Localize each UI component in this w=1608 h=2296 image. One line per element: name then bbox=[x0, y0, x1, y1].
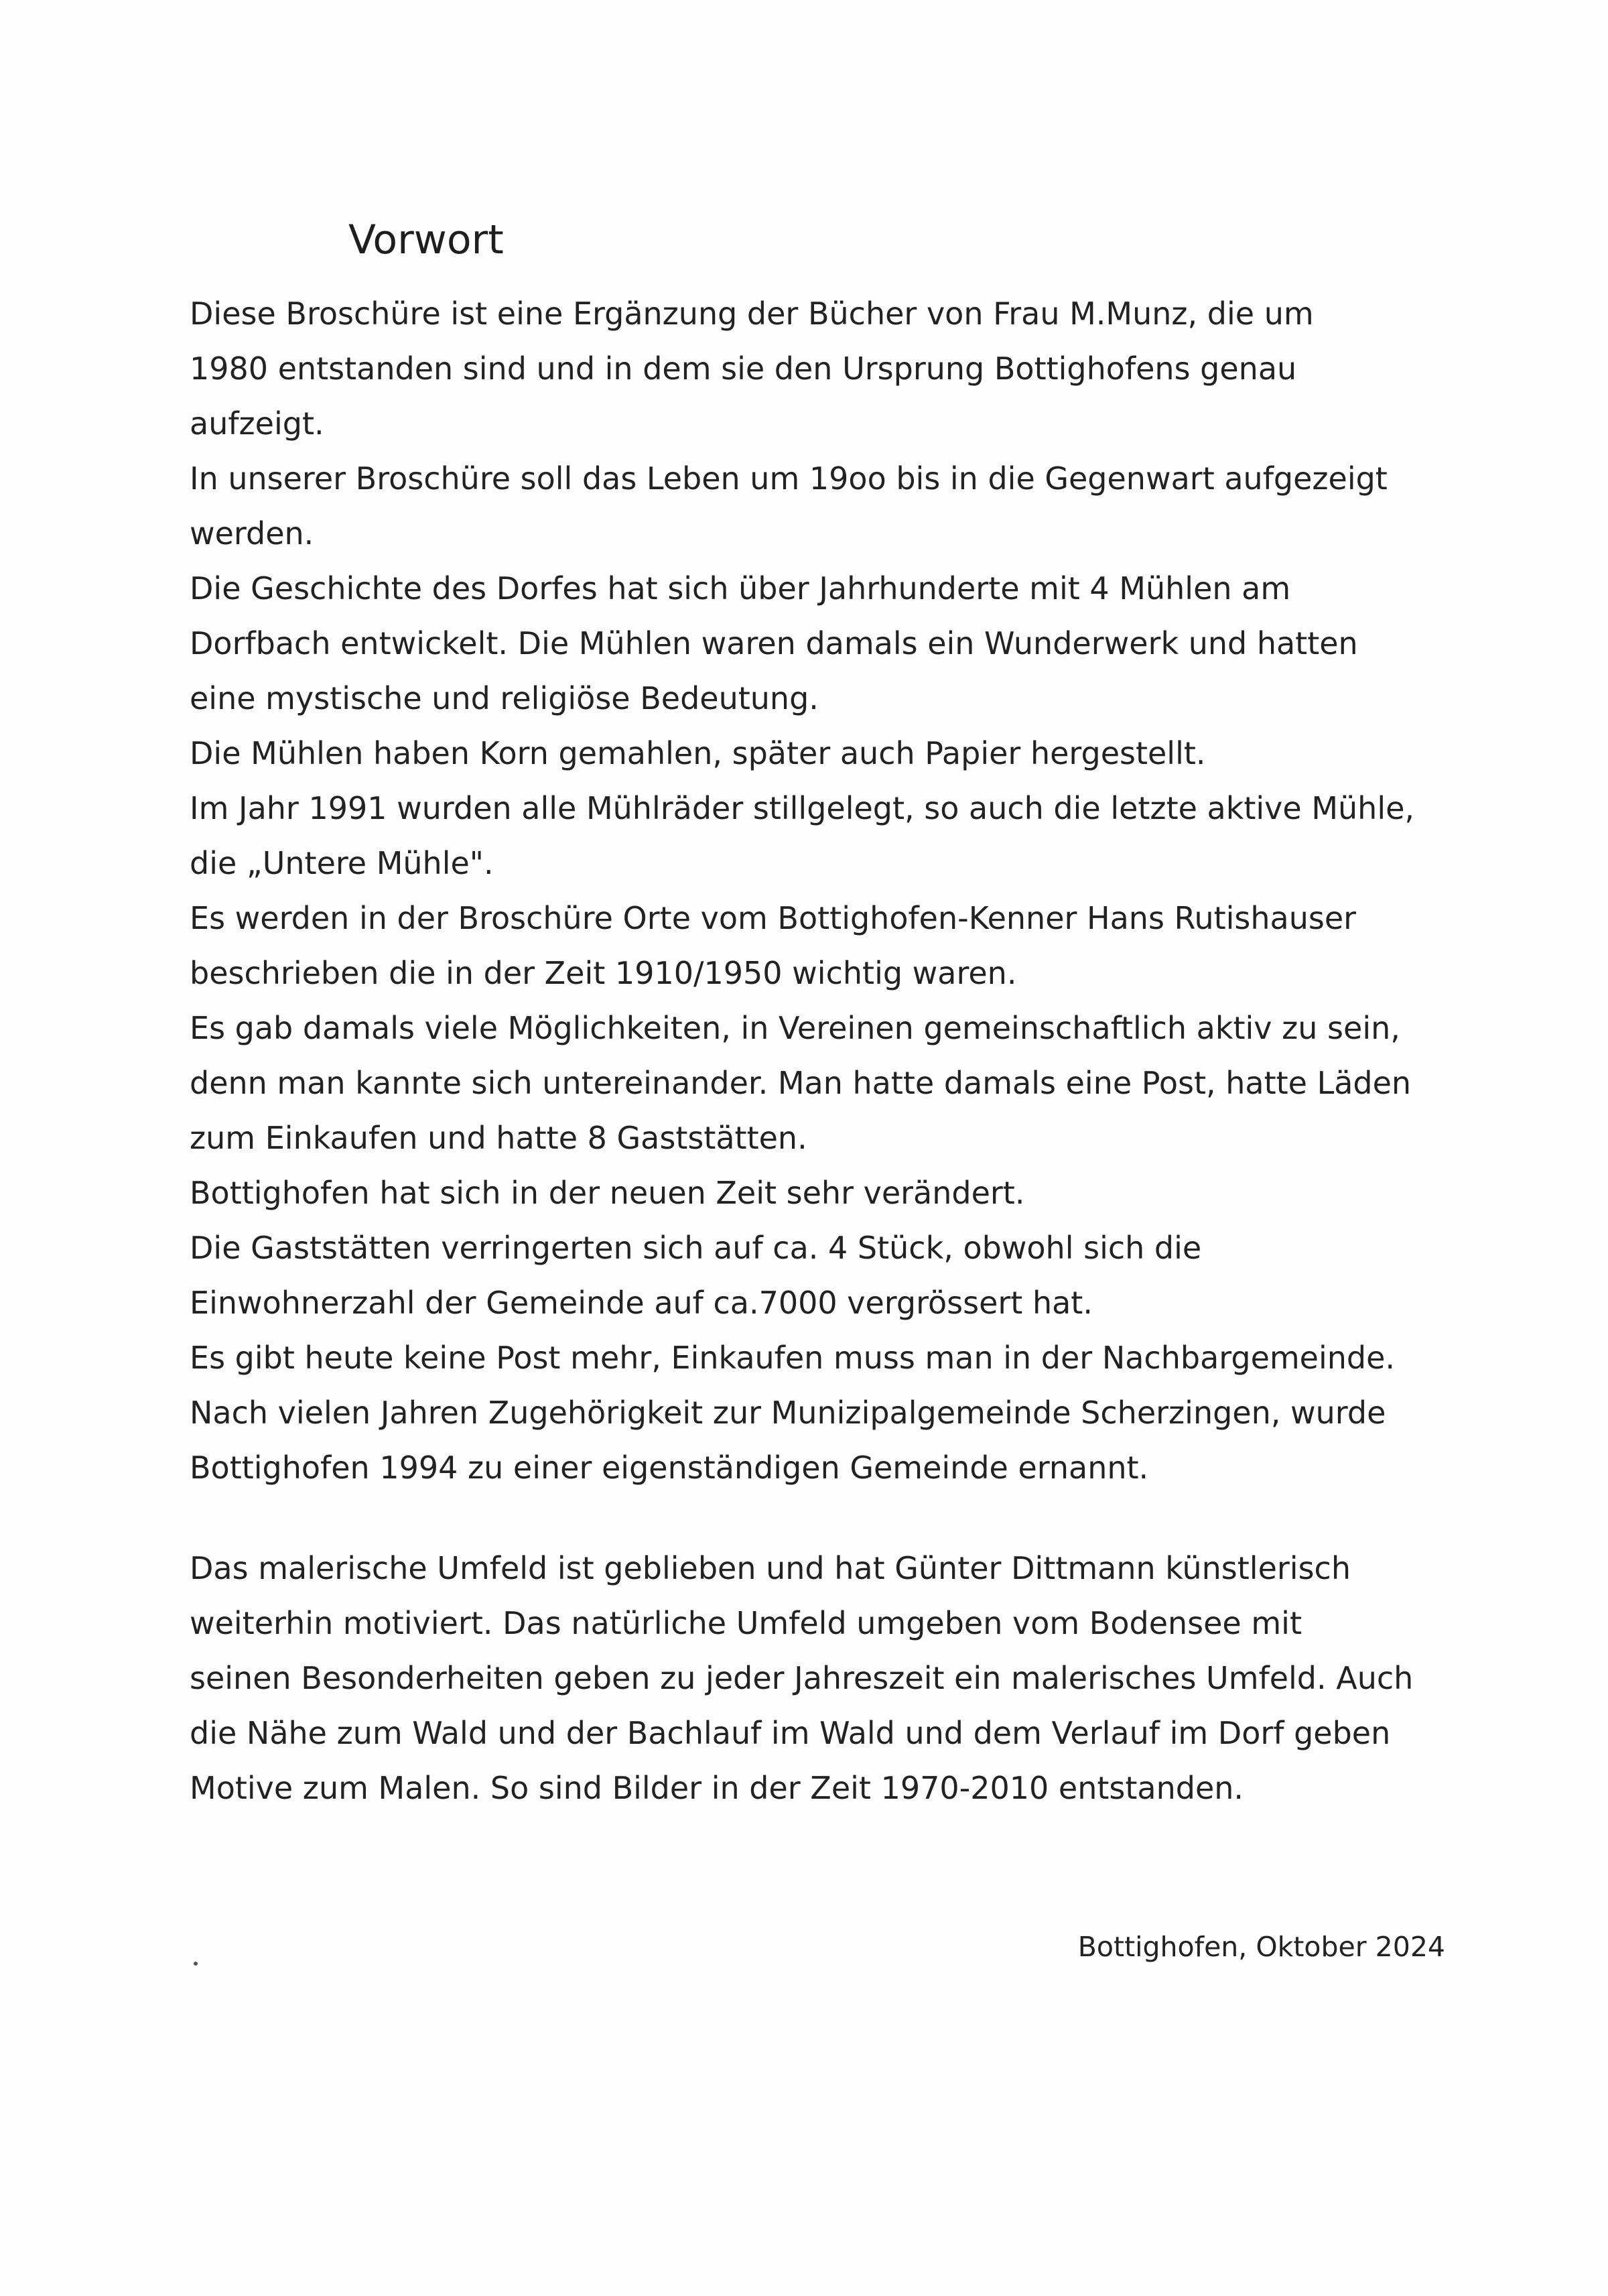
text-line: seinen Besonderheiten geben zu jeder Jahreszeit ein malerisches Umfeld. Auch bbox=[190, 1660, 1414, 1696]
text-line: Nach vielen Jahren Zugehörigkeit zur Munizipalgemeinde Scherzingen, wurde bbox=[190, 1395, 1386, 1431]
text-line: die „Untere Mühle". bbox=[190, 845, 494, 881]
place-date-signature: Bottighofen, Oktober 2024 bbox=[1077, 1931, 1445, 1963]
paragraph-art bbox=[190, 1541, 1503, 1815]
page-title: Vorwort bbox=[348, 216, 504, 263]
scan-speck bbox=[194, 1962, 198, 1966]
text-line: Die Mühlen haben Korn gemahlen, später auch Papier hergestellt. bbox=[190, 735, 1206, 771]
text-line: Es werden in der Broschüre Orte vom Bottighofen-Kenner Hans Rutishauser bbox=[190, 900, 1357, 936]
paragraph-history bbox=[190, 286, 1503, 1495]
text-line: 1980 entstanden sind und in dem sie den Ursprung Bottighofens genau bbox=[190, 350, 1297, 387]
text-line: Das malerische Umfeld ist geblieben und hat Günter Dittmann künstlerisch bbox=[190, 1550, 1351, 1586]
text-line: Es gab damals viele Möglichkeiten, in Vereinen gemeinschaftlich aktiv zu sein, bbox=[190, 1010, 1400, 1046]
text-line: werden. bbox=[190, 515, 314, 552]
text-line: weiterhin motiviert. Das natürliche Umfeld umgeben vom Bodensee mit bbox=[190, 1605, 1302, 1641]
text-line: Im Jahr 1991 wurden alle Mühlräder stillgelegt, so auch die letzte aktive Mühle, bbox=[190, 790, 1415, 826]
paragraph-spacer bbox=[190, 1495, 1503, 1541]
text-line: Bottighofen 1994 zu einer eigenständigen Gemeinde ernannt. bbox=[190, 1450, 1149, 1486]
text-line: zum Einkaufen und hatte 8 Gaststätten. bbox=[190, 1120, 807, 1156]
text-line: Diese Broschüre ist eine Ergänzung der Bücher von Frau M.Munz, die um bbox=[190, 296, 1314, 332]
text-line: aufzeigt. bbox=[190, 405, 324, 442]
text-line: eine mystische und religiöse Bedeutung. bbox=[190, 680, 819, 716]
body-text bbox=[190, 286, 1503, 1815]
text-line: Die Gaststätten verringerten sich auf ca. 4 Stück, obwohl sich die bbox=[190, 1230, 1202, 1266]
text-line: Es gibt heute keine Post mehr, Einkaufen muss man in der Nachbargemeinde. bbox=[190, 1340, 1396, 1376]
text-line: die Nähe zum Wald und der Bachlauf im Wald und dem Verlauf im Dorf geben bbox=[190, 1715, 1391, 1751]
text-line: denn man kannte sich untereinander. Man hatte damals eine Post, hatte Läden bbox=[190, 1065, 1412, 1101]
text-line: Einwohnerzahl der Gemeinde auf ca.7000 vergrössert hat. bbox=[190, 1285, 1093, 1321]
text-line: In unserer Broschüre soll das Leben um 19oo bis in die Gegenwart aufgezeigt bbox=[190, 460, 1388, 497]
text-line: Dorfbach entwickelt. Die Mühlen waren damals ein Wunderwerk und hatten bbox=[190, 625, 1358, 661]
text-line: beschrieben die in der Zeit 1910/1950 wichtig waren. bbox=[190, 955, 1017, 991]
text-line: Bottighofen hat sich in der neuen Zeit sehr verändert. bbox=[190, 1175, 1025, 1211]
text-line: Die Geschichte des Dorfes hat sich über Jahrhunderte mit 4 Mühlen am bbox=[190, 570, 1291, 607]
text-line: Motive zum Malen. So sind Bilder in der Zeit 1970-2010 entstanden. bbox=[190, 1770, 1244, 1806]
